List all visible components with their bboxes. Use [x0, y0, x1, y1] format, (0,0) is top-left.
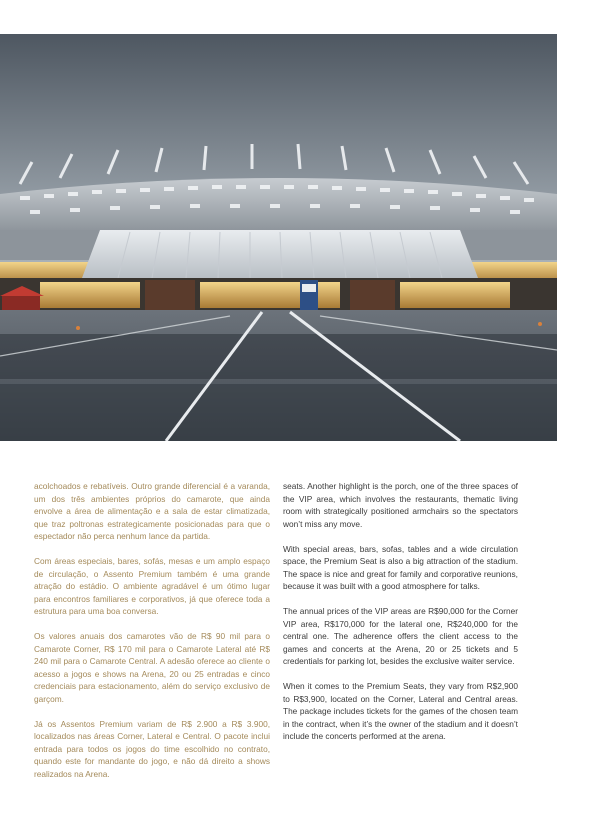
portuguese-paragraph-2: Com áreas especiais, bares, sofás, mesas e um amplo espaço de circulação, o Assento Premium também é uma grande atração do estádio. O ambiente agradável é um ótimo lugar para encontros familiares e corporativos, já que oferece toda a estrutura para uma boa conversa.	[34, 556, 270, 616]
stadium-photo	[0, 34, 557, 441]
stadium-photo-illustration	[0, 34, 557, 441]
english-paragraph-2: With special areas, bars, sofas, tables and a wide circulation space, the Premium Seat is also a big attraction of the stadium. The space is nice and great for family and corporative reunions, because it was built with a good atmosphere for talks.	[283, 543, 518, 591]
portuguese-paragraph-1: acolchoados e rebatíveis. Outro grande diferencial é a varanda, um dos três ambientes próprios do camarote, que ainda envolve a área de alimentação e a sala de estar climatizada, que traz poltronas estrategicamente posicionadas para que o espectador não perca nenhum lance da partida.	[34, 481, 270, 541]
english-paragraph-1: seats. Another highlight is the porch, one of the three spaces of the VIP area, which involves the restaurants, thematic living room with strategically positioned armchairs so the spectators won’t miss any move.	[283, 481, 518, 529]
english-paragraph-4: When it comes to the Premium Seats, they vary from R$2,900 to R$3,900, located on the Corner, Lateral and Central areas. The package includes tickets for the games of the chosen team in the contract, when it’s the owner of the stadium and it doesn’t include the concerts performed at the arena.	[283, 681, 518, 741]
portuguese-paragraph-3: Os valores anuais dos camarotes vão de R$ 90 mil para o Camarote Corner, R$ 170 mil para o Camarote Lateral até R$ 240 mil para o Camarote Central. A adesão oferece ao cliente o acesso a jogos e shows na Arena, 20 ou 25 entradas e cinco credenciais para estacionamento, além do serviço exclusivo de garçom.	[34, 631, 270, 704]
english-paragraph-3: The annual prices of the VIP areas are R$90,000 for the Corner VIP area, R$170,000 for the lateral one, R$240,000 for the central one. The adherence offers the client access to the games and concerts at the Arena, 20 or 25 tickets and 5 credentials for parking lot, besides the exclusive waiter service.	[283, 606, 518, 666]
english-text-column	[283, 480, 518, 755]
portuguese-text-column	[34, 480, 270, 793]
portuguese-paragraph-4: Já os Assentos Premium variam de R$ 2.900 a R$ 3.900, localizados nas áreas Corner, Lateral e Central. O pacote inclui entrada para todos os jogos do time escolhido no contrato, quando este for mandante do jogo, e não dá direito a shows realizados na Arena.	[34, 718, 270, 779]
